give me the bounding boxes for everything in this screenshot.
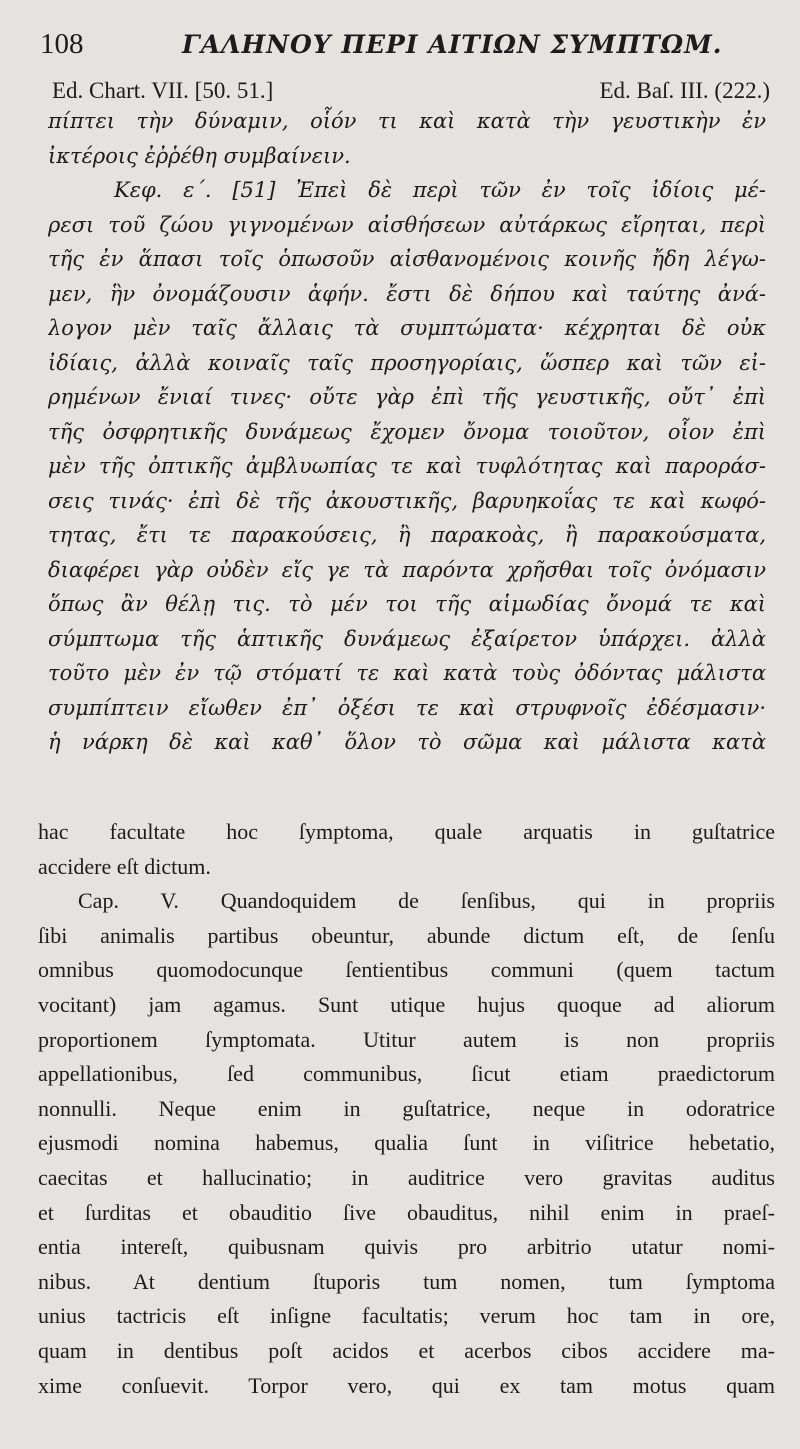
latin-line: ſibi animalis partibus obeuntur, abunde dictum eſt, de ſenſu	[38, 922, 775, 948]
greek-line: συμπίπτειν εἴωθεν ἐπ᾽ ὀξέσι τε καὶ στρυφνοῖς ἐδέσμασιν·	[48, 695, 766, 720]
edition-chart-reference: Ed. Chart. VII. [50. 51.]	[52, 78, 274, 103]
greek-line: μὲν τῆς ὀπτικῆς ἀμβλυωπίας τε καὶ τυφλότητας καὶ παροράσ-	[48, 454, 766, 478]
greek-line: ἰδίαις, ἀλλὰ κοιναῖς ταῖς προσηγορίαις, ὥσπερ καὶ τῶν εἰ-	[48, 350, 766, 375]
latin-line: quam in dentibus poſt acidos et acerbos cibos accidere ma-	[38, 1337, 775, 1363]
greek-text-block	[48, 104, 766, 760]
greek-line: σύμπτωμα τῆς ἁπτικῆς δυνάμεως ἐξαίρετον ὑπάρχει. ἀλλὰ	[48, 626, 766, 651]
latin-line: nonnulli. Neque enim in guſtatrice, neque in odoratrice	[38, 1095, 775, 1121]
running-header	[0, 28, 800, 68]
greek-line: τῆς ὀσφρητικῆς δυνάμεως ἔχομεν ὄνομα τοιοῦτον, οἷον ἐπὶ	[48, 419, 766, 444]
greek-line: τοῦτο μὲν ἐν τῷ στόματί τε καὶ κατὰ τοὺς ὀδόντας μάλιστα	[48, 661, 766, 685]
greek-line: τῆς ἐν ἅπασι τοῖς ὁπωσοῦν αἰσθανομένοις κοινῆς ἤδη λέγω-	[48, 247, 766, 271]
latin-line: caecitas et hallucinatio; in auditrice vero gravitas auditus	[38, 1164, 775, 1190]
latin-line: et ſurditas et obauditio ſive obauditus, nihil enim in praeſ-	[38, 1199, 775, 1225]
latin-line: nibus. At dentium ſtuporis tum nomen, tum ſymptoma	[38, 1268, 775, 1294]
greek-line: ρεσι τοῦ ζώου γιγνομένων αἰσθήσεων αὐτάρκως εἴρηται, περὶ	[48, 212, 766, 237]
greek-line: ρημένων ἔνιαί τινες· οὔτε γὰρ ἐπὶ τῆς γευστικῆς, οὔτ᾽ ἐπὶ	[48, 385, 766, 409]
greek-line: μεν, ἣν ὀνομάζουσιν ἁφήν. ἔστι δὲ δήπου καὶ ταύτης ἀνά-	[48, 281, 766, 306]
latin-line: hac facultate hoc ſymptoma, quale arquatis in guſtatrice	[38, 819, 775, 844]
latin-line: entia intereſt, quibusnam quivis pro arbitrio utatur nomi-	[38, 1234, 775, 1260]
greek-line: πίπτει τὴν δύναμιν, οἷόν τι καὶ κατὰ τὴν γευστικὴν ἐν	[48, 109, 766, 133]
latin-line: vocitant) jam agamus. Sunt utique hujus quoque ad aliorum	[38, 991, 775, 1017]
greek-line: διαφέρει γὰρ οὐδὲν εἴς γε τὰ παρόντα χρῆσθαι τοῖς ὀνόμασιν	[48, 557, 766, 582]
page-number: 108	[40, 28, 84, 60]
latin-text-block	[38, 815, 775, 1403]
latin-line: xime conſuevit. Torpor vero, qui ex tam motus quam	[38, 1372, 775, 1398]
latin-line: ejusmodi nomina habemus, qualia ſunt in viſitrice hebetatio,	[38, 1130, 775, 1156]
greek-line: τητας, ἔτι τε παρακούσεις, ἢ παρακοὰς, ἢ παρακούσματα,	[48, 523, 766, 547]
latin-line: Cap. V. Quandoquidem de ſenſibus, qui in propriis	[78, 888, 775, 914]
latin-line: proportionem ſymptomata. Utitur autem is non propriis	[38, 1026, 775, 1052]
running-title: ΓΑΛΗΝΟΥ ΠΕΡΙ ΑΙΤΙΩΝ ΣΥΜΠΤΩΜ.	[182, 30, 723, 59]
greek-line: ὅπως ἂν θέλῃ τις. τὸ μέν τοι τῆς αἱμωδίας ὄνομά τε καὶ	[48, 592, 766, 616]
latin-line: appellationibus, ſed communibus, ſicut etiam praedictorum	[38, 1061, 775, 1087]
greek-line: σεις τινάς· ἐπὶ δὲ τῆς ἀκουστικῆς, βαρυηκοΐας τε καὶ κωφό-	[48, 488, 766, 513]
latin-line: omnibus quomodocunque ſentientibus communi (quem tactum	[38, 957, 775, 983]
greek-line: λογον μὲν ταῖς ἄλλαις τὰ συμπτώματα· κέχρηται δὲ οὐκ	[48, 316, 766, 340]
latin-line: accidere eſt dictum.	[38, 853, 211, 879]
latin-line: unius tactricis eſt inſigne facultatis; verum hoc tam in ore,	[38, 1303, 775, 1329]
edition-basel-reference: Ed. Baſ. III. (222.)	[599, 78, 770, 103]
greek-line: ἡ νάρκη δὲ καὶ καθ᾽ ὅλον τὸ σῶμα καὶ μάλιστα κατὰ	[48, 730, 766, 754]
greek-line: ἰκτέροις ἐῤῥέθη συμβαίνειν.	[48, 143, 351, 168]
greek-line: Κεφ. ε΄. [51] Ἐπεὶ δὲ περὶ τῶν ἐν τοῖς ἰδίοις μέ-	[114, 178, 766, 202]
